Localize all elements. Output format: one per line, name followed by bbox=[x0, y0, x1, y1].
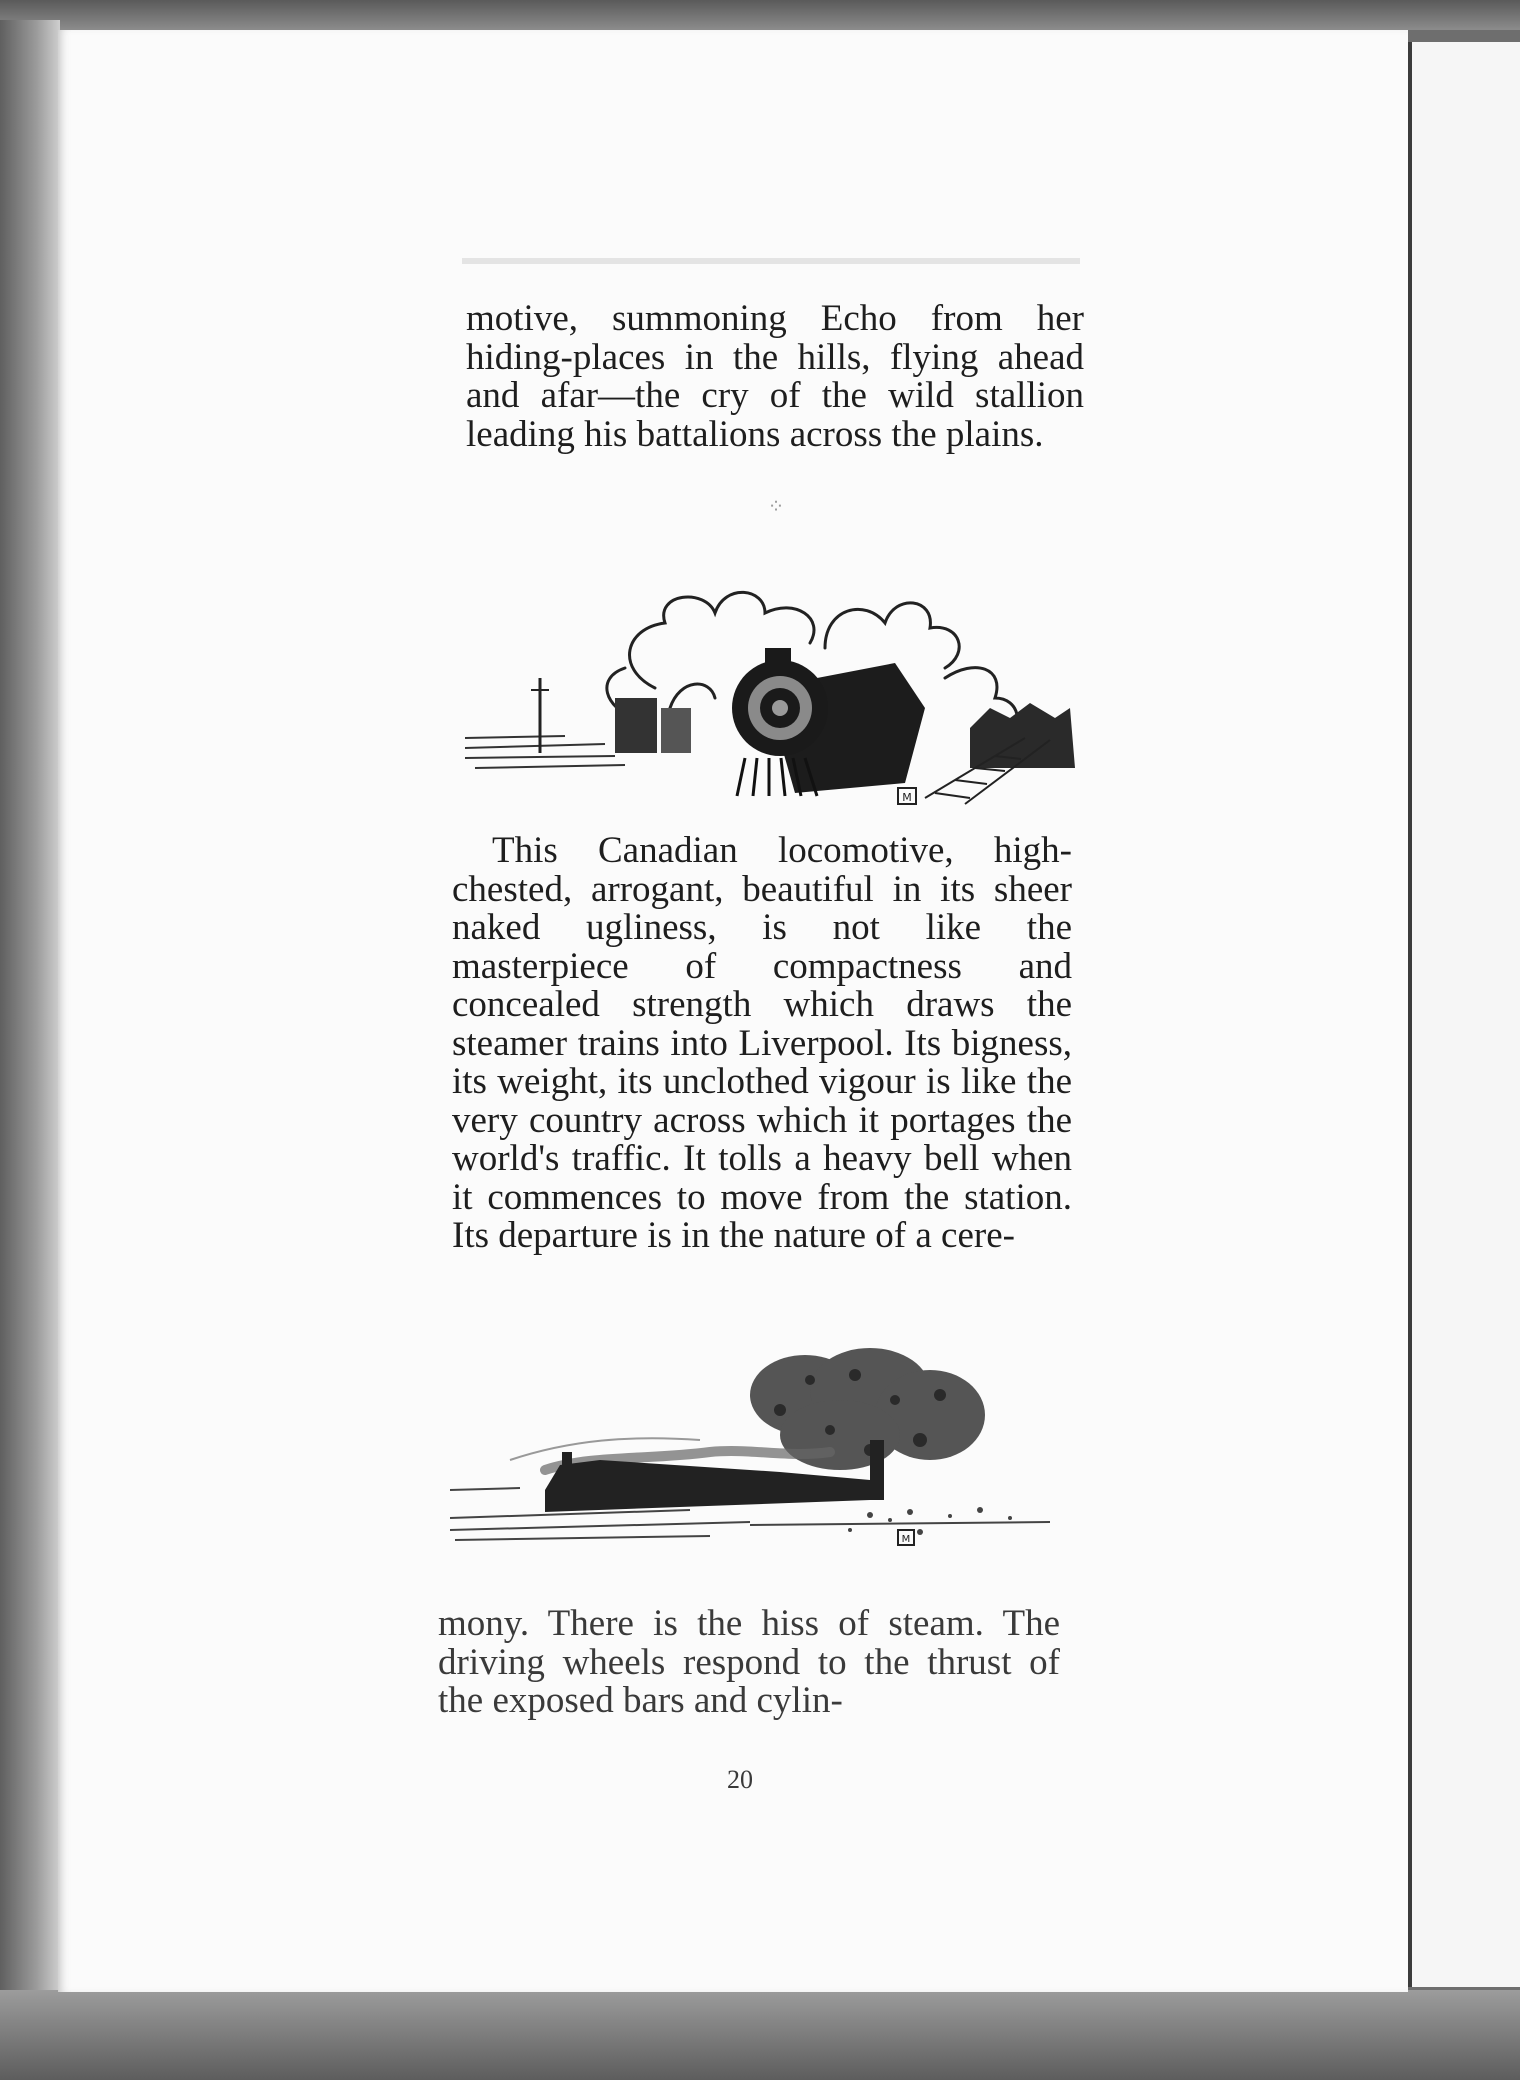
scan-bottom-edge bbox=[0, 1990, 1520, 2080]
paragraph-1: motive, summoning Echo from her hiding-places in the hills, flying ahead and afar—the cry of the wild stallion leading his battalions across the plains. bbox=[466, 298, 1084, 455]
ornament-mark: ⁘ bbox=[767, 496, 785, 518]
book-cover-edge bbox=[0, 20, 60, 2080]
page-number: 20 bbox=[727, 1765, 753, 1794]
facing-page-edge bbox=[1408, 42, 1520, 1987]
illustration-2-monogram: M bbox=[901, 1534, 911, 1545]
header-rule bbox=[462, 258, 1080, 264]
illustration-1-monogram: M bbox=[902, 791, 912, 804]
paragraph-3: mony. There is the hiss of steam. The driving wheels respond to the thrust of the exposed bars and cylin- bbox=[438, 1603, 1060, 1721]
locomotive-illustration bbox=[465, 568, 1085, 808]
landscape-train-illustration bbox=[450, 1340, 1065, 1565]
paragraph-2: This Canadian locomotive, high-chested, arrogant, beautiful in its sheer naked ugliness, is not like the masterpiece of compactness and concealed strength which draws the steamer trains into Liverpool. Its bigness, its weight, its unclothed vigour is like the very country across which it portages the world's traffic. It tolls a heavy bell when it commences to move from the station. Its departure is in the nature of a cere- bbox=[452, 830, 1072, 1256]
scan-top-edge bbox=[0, 0, 1520, 30]
